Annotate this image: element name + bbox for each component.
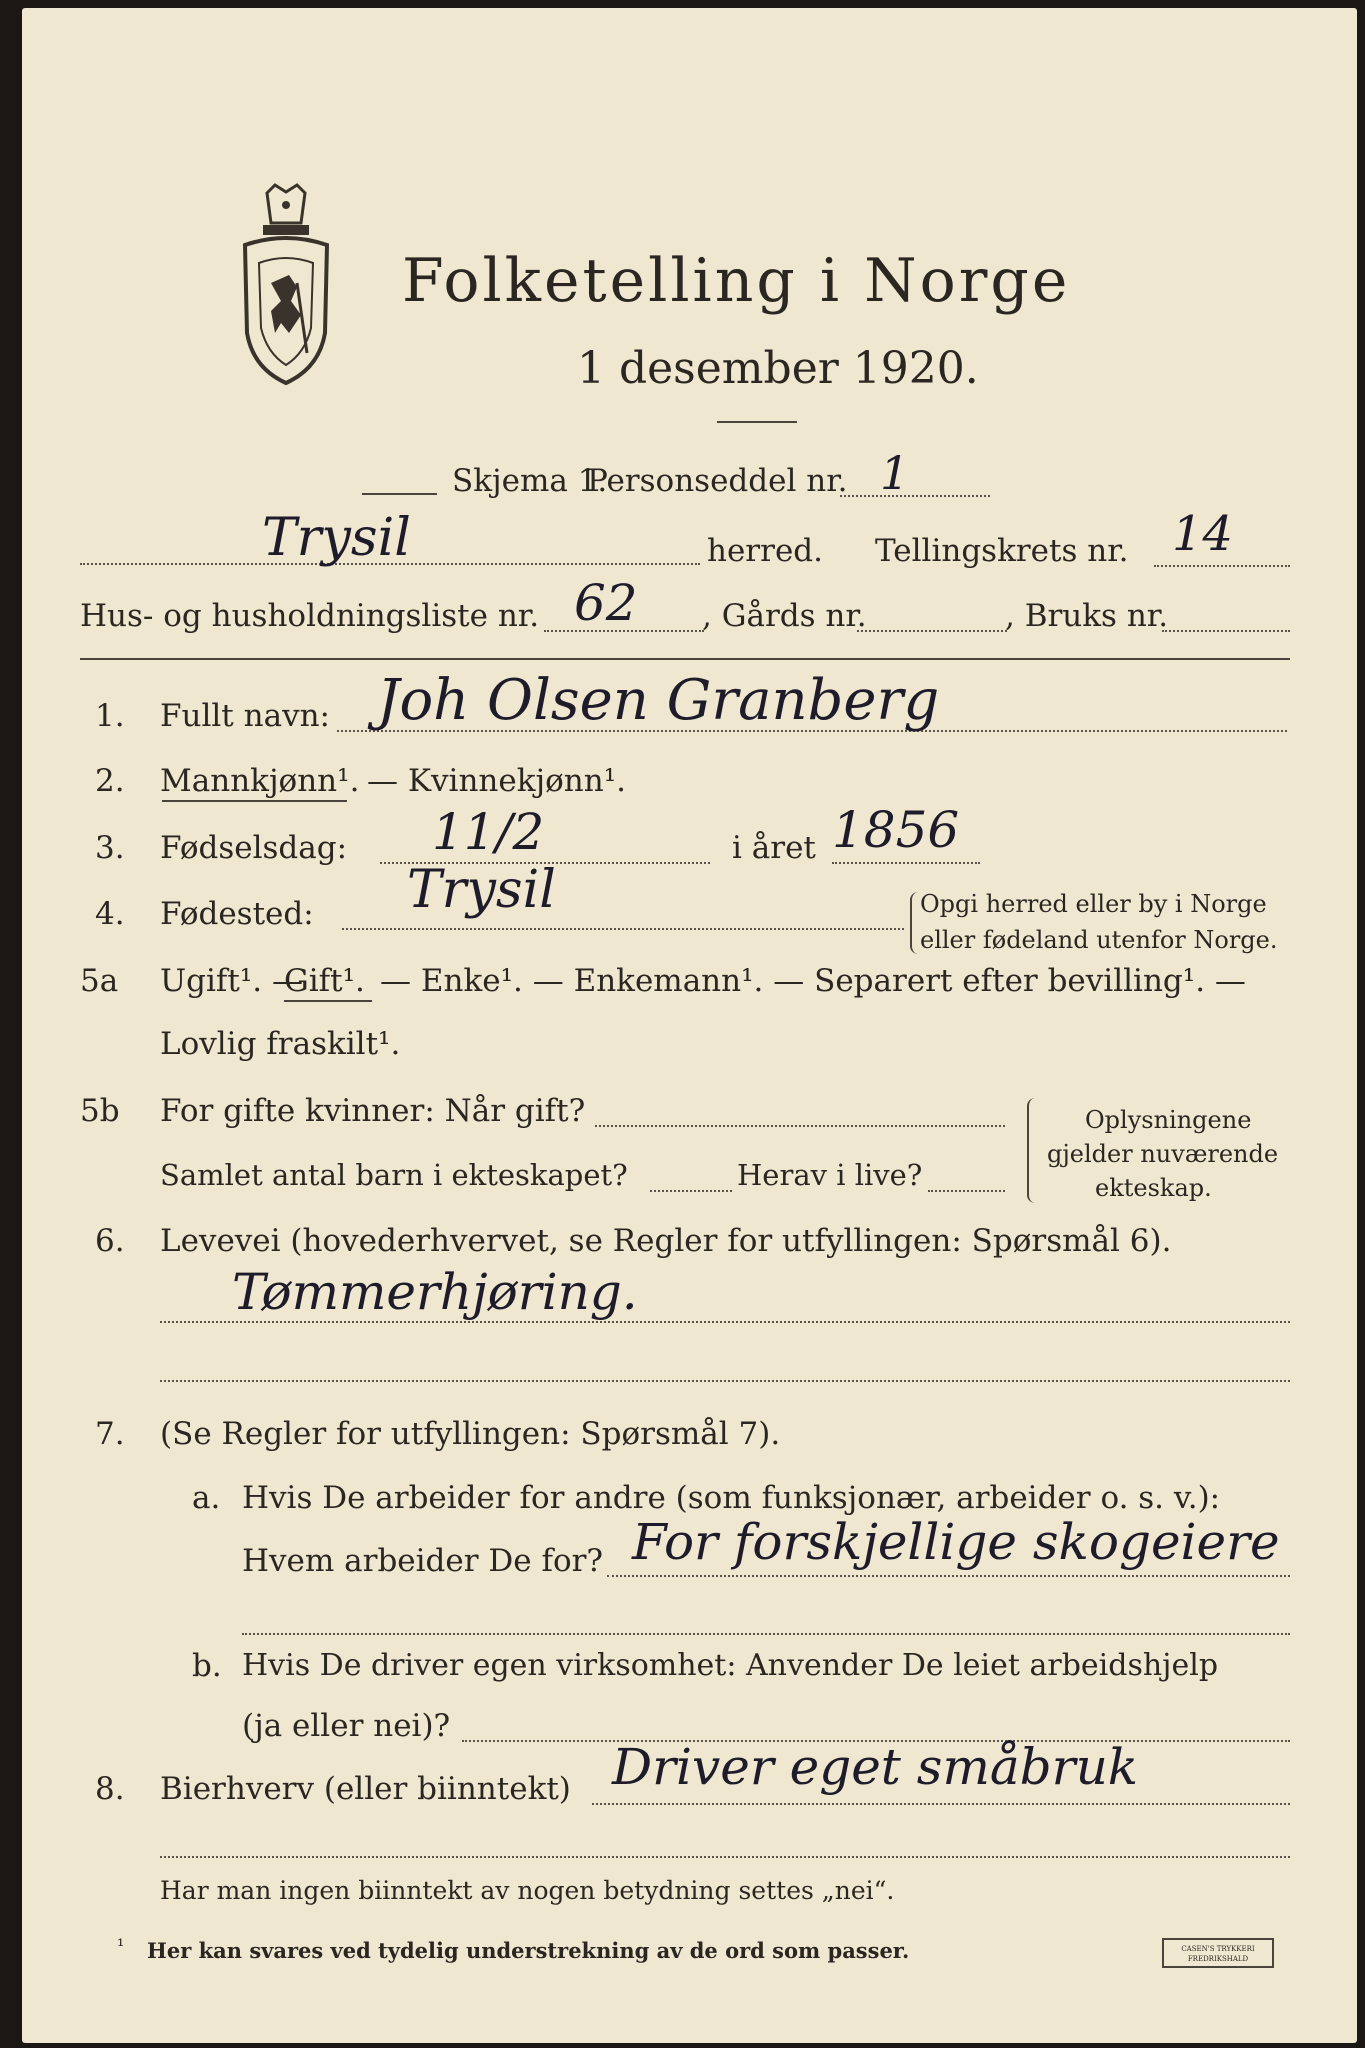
bruks-line: [1162, 630, 1290, 632]
q5b-line1: [595, 1125, 1005, 1127]
q2-underline: [162, 800, 347, 802]
q5b-note-line2: gjelder nuværende: [1047, 1140, 1279, 1168]
bruks-label: , Bruks nr.: [1005, 598, 1169, 634]
q4-note-line1: Opgi herred eller by i Norge: [920, 890, 1267, 918]
hus-value[interactable]: 62: [574, 574, 638, 632]
herred-value[interactable]: Trysil: [262, 508, 411, 568]
q1-value[interactable]: Joh Olsen Granberg: [377, 668, 940, 733]
skjema-label: Skjema 1.: [452, 463, 608, 499]
q6-value[interactable]: Tømmerhjøring.: [232, 1263, 638, 1321]
q5b-alive-line: [928, 1190, 1005, 1192]
q6-line1: [160, 1321, 1290, 1323]
q7a-number: a.: [192, 1480, 221, 1516]
form-date: 1 desember 1920.: [577, 343, 979, 394]
q5b-children-line: [650, 1190, 732, 1192]
gards-line: [857, 630, 1007, 632]
q5b-note-line1: Oplysningene: [1085, 1106, 1252, 1134]
footer-note: Har man ingen biinntekt av nogen betydning settes „nei“.: [160, 1876, 895, 1905]
q2-mannkjonn: Mannkjønn¹.: [160, 763, 360, 799]
q1-number: 1.: [95, 698, 125, 734]
q8-line: [592, 1803, 1290, 1805]
rule-left: [362, 493, 437, 495]
q8-value[interactable]: Driver eget småbruk: [612, 1738, 1139, 1796]
q5a-rest: — Enke¹. — Enkemann¹. — Separert efter bevilling¹. —: [380, 963, 1246, 999]
printer-stamp-text: CASEN'S TRYKKERI FREDRIKSHALD: [1181, 1945, 1255, 1963]
q8-number: 8.: [95, 1771, 125, 1807]
q7b-line2: (ja eller nei)?: [242, 1708, 451, 1744]
q7-number: 7.: [95, 1416, 125, 1452]
q5b-note-line3: ekteskap.: [1095, 1174, 1212, 1202]
q4-number: 4.: [95, 896, 125, 932]
q8-line2: [160, 1856, 1290, 1858]
q3-year-value[interactable]: 1856: [832, 801, 960, 859]
coat-of-arms-icon: [237, 183, 335, 388]
hus-label: Hus- og husholdningsliste nr.: [80, 598, 540, 634]
q3-label: Fødselsdag:: [160, 830, 348, 866]
q5a-number: 5a: [80, 963, 119, 999]
personseddel-line: [840, 495, 990, 497]
tellingskrets-label: Tellingskrets nr.: [875, 533, 1129, 569]
q7a-line2: Hvem arbeider De for?: [242, 1543, 604, 1579]
footnote-mark: ¹: [117, 1936, 125, 1957]
tellingskrets-line: [1154, 565, 1290, 567]
q5b-label: For gifte kvinner: Når gift?: [160, 1093, 586, 1129]
q6-label: Levevei (hovederhvervet, se Regler for utfyllingen: Spørsmål 6).: [160, 1223, 1172, 1259]
q7b-number: b.: [192, 1648, 222, 1684]
q8-label: Bierhverv (eller biinntekt): [160, 1771, 571, 1807]
title-rule: [717, 421, 797, 423]
q2-number: 2.: [95, 763, 125, 799]
q5a-gift-underline: [284, 1000, 372, 1002]
q4-note-bracket: [910, 892, 918, 954]
q5a-line2: Lovlig fraskilt¹.: [160, 1026, 401, 1062]
form-title: Folketelling i Norge: [402, 246, 1071, 316]
q6-line2: [160, 1380, 1290, 1382]
q3-number: 3.: [95, 830, 125, 866]
q5b-alive-label: Herav i live?: [737, 1158, 923, 1192]
q4-line: [342, 928, 904, 930]
personseddel-value[interactable]: 1: [880, 446, 910, 500]
tellingskrets-value[interactable]: 14: [1172, 506, 1234, 562]
q4-note-line2: eller fødeland utenfor Norge.: [920, 926, 1278, 954]
q7a-line-extra: [242, 1633, 1290, 1635]
q1-label: Fullt navn:: [160, 698, 330, 734]
q5a-gift: Gift¹.: [284, 963, 365, 999]
q7a-value-line: [607, 1575, 1290, 1577]
gards-label: , Gårds nr.: [702, 598, 867, 634]
q5a-ugift: Ugift¹. —: [160, 963, 303, 999]
header-separator: [80, 658, 1290, 660]
q3-year-line: [832, 862, 980, 864]
q7a-value[interactable]: For forskjellige skogeiere: [632, 1513, 1280, 1571]
q4-value[interactable]: Trysil: [407, 860, 556, 920]
personseddel-label: Personseddel nr.: [587, 463, 848, 499]
herred-label: herred.: [707, 533, 823, 569]
footnote-text: Her kan svares ved tydelig understrekning av de ord som passer.: [147, 1938, 910, 1963]
q5b-children-label: Samlet antal barn i ekteskapet?: [160, 1158, 628, 1192]
q2-kvinnekjonn: — Kvinnekjønn¹.: [367, 763, 626, 799]
q5b-number: 5b: [80, 1093, 120, 1129]
q7-label: (Se Regler for utfyllingen: Spørsmål 7).: [160, 1416, 781, 1452]
census-form-page: [22, 8, 1357, 2043]
printer-stamp: [1162, 1938, 1274, 1968]
q5b-note-bracket: [1027, 1098, 1037, 1203]
q7a-line1: Hvis De arbeider for andre (som funksjonær, arbeider o. s. v.):: [242, 1480, 1221, 1516]
q3-year-label: i året: [732, 830, 816, 866]
q7b-line1: Hvis De driver egen virksomhet: Anvender De leiet arbeidshjelp: [242, 1648, 1219, 1683]
q3-value[interactable]: 11/2: [432, 803, 545, 861]
q6-number: 6.: [95, 1223, 125, 1259]
q4-label: Fødested:: [160, 896, 314, 932]
